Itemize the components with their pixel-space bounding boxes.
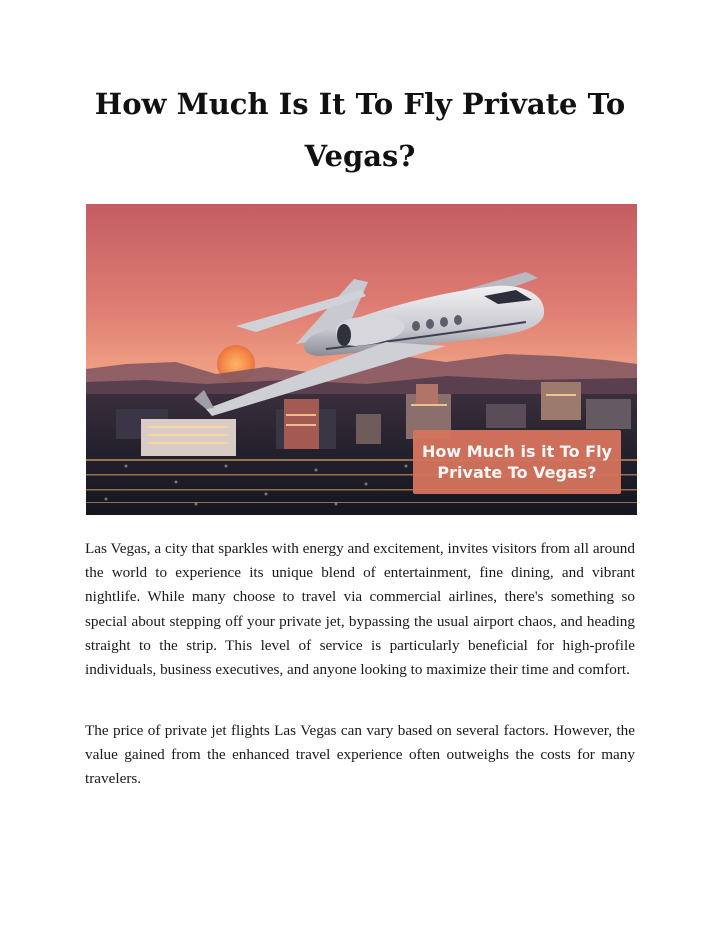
pricing-paragraph: The price of private jet flights Las Vegas can vary based on several factors. However, the value gained from the enhanced travel experience often outweighs the costs for many travelers. bbox=[85, 722, 635, 788]
hero-image bbox=[86, 204, 637, 515]
page-title: How Much Is It To Fly Private To Vegas? bbox=[94, 87, 626, 173]
hero-caption-line-1: How Much is it To Fly bbox=[422, 442, 612, 461]
intro-paragraph: Las Vegas, a city that sparkles with energy and excitement, invites visitors from all around the world to experience its unique blend of entertainment, fine dining, and vibrant nightlife. While many choose to travel via commercial airlines, there's something so special about stepping off your private jet, bypassing the usual airport chaos, and heading straight to the strip. This level of service is particularly beneficial for high-profile individuals, business executives, and anyone looking to maximize their time and comfort. bbox=[85, 540, 635, 679]
hero-caption-line-2: Private To Vegas? bbox=[437, 463, 597, 482]
hero-caption-box bbox=[413, 430, 621, 494]
